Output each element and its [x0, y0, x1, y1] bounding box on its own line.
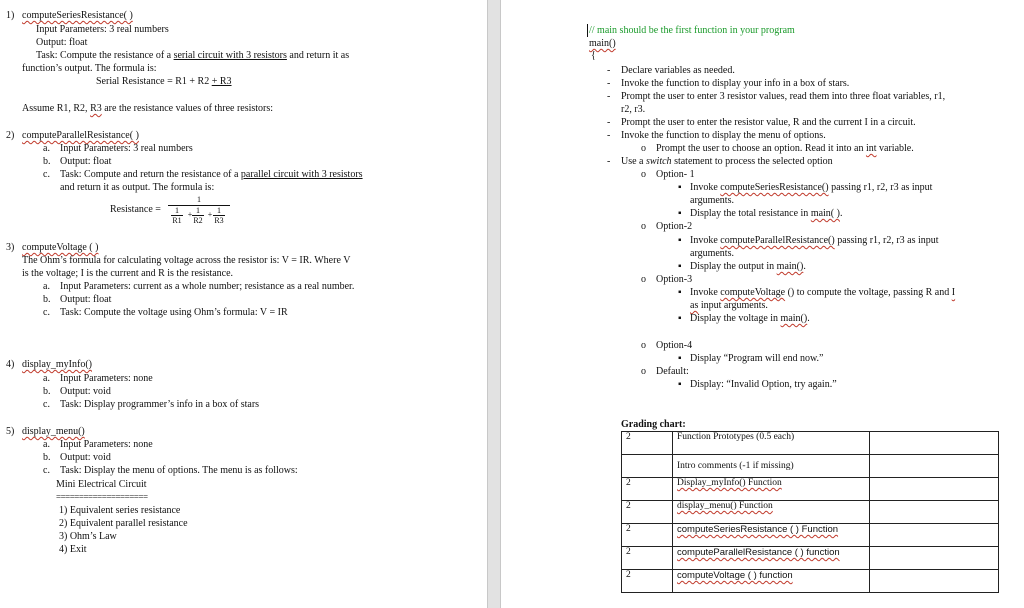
plus-2: +	[207, 210, 213, 219]
open-brace: {	[591, 50, 596, 61]
grading-row	[622, 432, 999, 455]
formula-top-one: 1	[197, 195, 201, 204]
s4-number: 4)	[6, 359, 15, 370]
s3-number: 3)	[6, 242, 15, 253]
grading-row	[622, 501, 999, 524]
step-prompt-resistors: Prompt the user to enter 3 resistor values, read them into three float variables, r1,	[621, 91, 946, 102]
grading-title: Grading chart:	[621, 419, 686, 430]
grading-points: 2	[622, 547, 673, 570]
grading-row	[622, 570, 999, 593]
opt4-display: Display “Program will end now.”	[690, 353, 824, 364]
s4-b-marker: b.	[43, 386, 51, 397]
grading-score	[870, 524, 999, 547]
grading-score	[870, 455, 999, 478]
default-label: Default:	[656, 366, 689, 377]
frac2-den: R2	[193, 216, 203, 225]
s2-c-marker: c.	[43, 169, 50, 180]
opt2-invoke: Invoke computeParallelResistance() passing r1, r2, r3 as input	[690, 235, 939, 246]
s3-function-name: computeVoltage ( )	[22, 242, 99, 253]
menu-rule: ====================	[56, 492, 148, 502]
s4-function-name: display_myInfo()	[22, 359, 92, 370]
s5-task: Task: Display the menu of options. The menu is as follows:	[60, 465, 298, 476]
frac3-den: R3	[214, 216, 224, 225]
opt2-arguments: arguments.	[690, 248, 734, 259]
s1-number: 1)	[6, 10, 15, 21]
dash-2: -	[607, 78, 611, 89]
option-3-label: Option-3	[656, 274, 693, 285]
s5-c-marker: c.	[43, 465, 50, 476]
s5-function-name: display_menu()	[22, 426, 85, 437]
s2-task-cont: and return it as output. The formula is:	[60, 182, 215, 193]
menu-item-2: 2) Equivalent parallel resistance	[59, 518, 188, 529]
s2-function-name: computeParallelResistance( )	[22, 130, 139, 141]
s2-number: 2)	[6, 130, 15, 141]
menu-item-1: 1) Equivalent series resistance	[59, 505, 181, 516]
grading-item: computeParallelResistance ( ) function	[673, 547, 870, 570]
grading-score	[870, 432, 999, 455]
s1-formula: Serial Resistance = R1 + R2 + R3	[96, 76, 232, 87]
circle-bullet-opt3: o	[641, 274, 646, 285]
grading-points	[622, 455, 673, 478]
grading-row	[622, 524, 999, 547]
dash-6: -	[607, 156, 611, 167]
s3-output: Output: float	[60, 294, 112, 305]
opt1-arguments: arguments.	[690, 195, 734, 206]
page-gutter	[487, 0, 501, 608]
s5-a-marker: a.	[43, 439, 50, 450]
formula-label: Resistance =	[110, 204, 161, 215]
grading-item: Display_myInfo() Function	[673, 478, 870, 501]
dash-4: -	[607, 117, 611, 128]
step-invoke-info: Invoke the function to display your info in a box of stars.	[621, 78, 850, 89]
grading-points: 2	[622, 524, 673, 547]
step-declare: Declare variables as needed.	[621, 65, 735, 76]
circle-bullet-opt2: o	[641, 221, 646, 232]
opt2-display: Display the output in main().	[690, 261, 806, 272]
grading-points: 2	[622, 501, 673, 524]
default-display: Display: “Invalid Option, try again.”	[690, 379, 837, 390]
step-switch: Use a switch statement to process the selected option	[621, 156, 833, 167]
s1-function-name: computeSeriesResistance( )	[22, 10, 133, 21]
frac1-den: R1	[172, 216, 182, 225]
square-bullet: ▪	[678, 261, 682, 272]
step-choose-option: Prompt the user to choose an option. Read it into an int variable.	[656, 143, 914, 154]
option-4-label: Option-4	[656, 340, 693, 351]
grading-score	[870, 501, 999, 524]
grading-row	[622, 478, 999, 501]
s2-a-marker: a.	[43, 143, 50, 154]
dash-3: -	[607, 91, 611, 102]
s2-task: Task: Compute and return the resistance of a parallel circuit with 3 resistors	[60, 169, 363, 180]
square-bullet: ▪	[678, 182, 682, 193]
frac3-num: 1	[217, 206, 221, 215]
s1-task-link: serial circuit with 3 resistors	[173, 50, 287, 61]
frac2-num: 1	[196, 206, 200, 215]
frac1-num: 1	[175, 206, 179, 215]
grading-item: Function Prototypes (0.5 each)	[673, 432, 870, 455]
s3-c-marker: c.	[43, 307, 50, 318]
s2-output: Output: float	[60, 156, 112, 167]
s3-desc-1: The Ohm’s formula for calculating voltage across the resistor is: V = IR. Where V	[22, 255, 351, 266]
step-prompt-current: Prompt the user to enter the resistor value, R and the current I in a circuit.	[621, 117, 916, 128]
menu-title: Mini Electrical Circuit	[56, 479, 147, 490]
opt1-invoke: Invoke computeSeriesResistance() passing r1, r2, r3 as input	[690, 182, 933, 193]
s4-c-marker: c.	[43, 399, 50, 410]
grading-row	[622, 455, 999, 478]
grading-item: computeSeriesResistance ( ) Function	[673, 524, 870, 547]
s2-params: Input Parameters: 3 real numbers	[60, 143, 193, 154]
s1-params: Input Parameters: 3 real numbers	[36, 24, 169, 35]
s5-b-marker: b.	[43, 452, 51, 463]
s3-params: Input Parameters: current as a whole number; resistance as a real number.	[60, 281, 355, 292]
menu-item-4: 4) Exit	[59, 544, 87, 555]
s2-b-marker: b.	[43, 156, 51, 167]
s3-b-marker: b.	[43, 294, 51, 305]
s5-output: Output: void	[60, 452, 111, 463]
plus-1: +	[187, 210, 193, 219]
main-signature: main()	[589, 38, 616, 49]
grading-score	[870, 570, 999, 593]
square-bullet: ▪	[678, 287, 682, 298]
grading-item: Intro comments (-1 if missing)	[673, 455, 870, 478]
menu-item-3: 3) Ohm’s Law	[59, 531, 117, 542]
s1-output: Output: float	[36, 37, 88, 48]
grading-points: 2	[622, 570, 673, 593]
grading-item: computeVoltage ( ) function	[673, 570, 870, 593]
option-2-label: Option-2	[656, 221, 693, 232]
grading-table	[621, 431, 999, 593]
grading-item: display_menu() Function	[673, 501, 870, 524]
s4-a-marker: a.	[43, 373, 50, 384]
s3-desc-2: is the voltage; I is the current and R is the resistance.	[22, 268, 234, 279]
grading-score	[870, 547, 999, 570]
s3-task: Task: Compute the voltage using Ohm’s formula: V = IR	[60, 307, 288, 318]
opt3-arguments: as input arguments.	[690, 300, 768, 311]
circle-bullet-default: o	[641, 366, 646, 377]
square-bullet: ▪	[678, 379, 682, 390]
opt3-invoke: Invoke computeVoltage () to compute the voltage, passing R and I	[690, 287, 956, 298]
grading-points: 2	[622, 478, 673, 501]
circle-bullet-opt1: o	[641, 169, 646, 180]
option-1-label: Option- 1	[656, 169, 695, 180]
s5-params: Input Parameters: none	[60, 439, 153, 450]
main-comment: // main should be the first function in your program	[589, 25, 795, 36]
s1-task-cont: function’s output. The formula is:	[22, 63, 157, 74]
square-bullet: ▪	[678, 353, 682, 364]
grading-score	[870, 478, 999, 501]
opt1-display: Display the total resistance in main( ).	[690, 208, 843, 219]
square-bullet: ▪	[678, 313, 682, 324]
step-invoke-menu: Invoke the function to display the menu of options.	[621, 130, 826, 141]
step-prompt-resistors-cont: r2, r3.	[621, 104, 646, 115]
grading-row	[622, 547, 999, 570]
s3-a-marker: a.	[43, 281, 50, 292]
s4-params: Input Parameters: none	[60, 373, 153, 384]
square-bullet: ▪	[678, 208, 682, 219]
s1-assume: Assume R1, R2, R3 are the resistance values of three resistors:	[22, 103, 274, 114]
grading-points: 2	[622, 432, 673, 455]
s1-task: Task: Compute the resistance of a serial circuit with 3 resistors and return it as	[36, 50, 350, 61]
s4-output: Output: void	[60, 386, 111, 397]
dash-5: -	[607, 130, 611, 141]
s4-task: Task: Display programmer’s info in a box of stars	[60, 399, 260, 410]
text-cursor	[587, 24, 588, 37]
opt3-display: Display the voltage in main().	[690, 313, 810, 324]
circle-bullet-opt4: o	[641, 340, 646, 351]
square-bullet: ▪	[678, 235, 682, 246]
s5-number: 5)	[6, 426, 15, 437]
dash-1: -	[607, 65, 611, 76]
circle-bullet-1: o	[641, 143, 646, 154]
